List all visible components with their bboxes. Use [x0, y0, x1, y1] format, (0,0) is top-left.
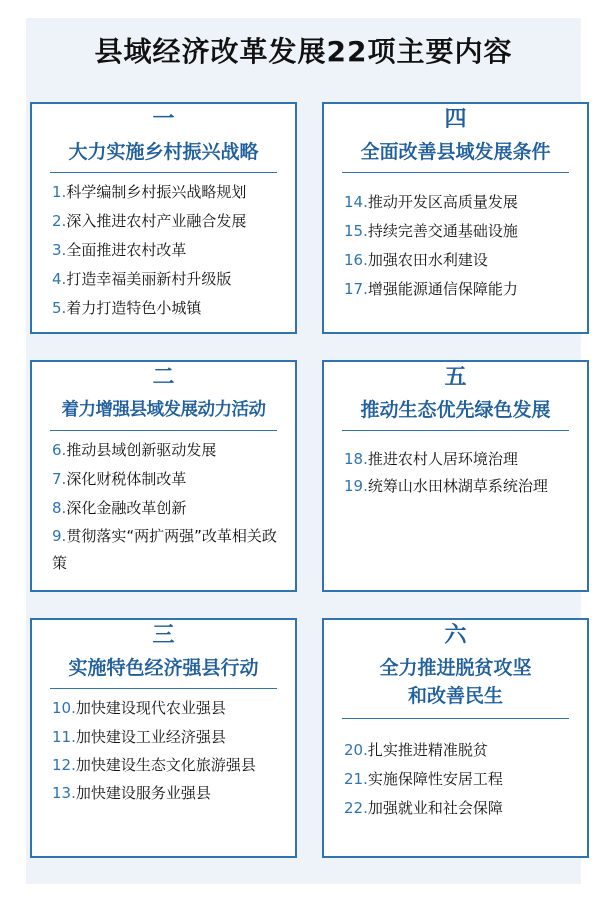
list-item: 20.扎实推进精准脱贫	[344, 741, 488, 759]
section-title-line-2: 和改善民生	[407, 685, 503, 707]
section-number: 四	[444, 107, 467, 132]
section-number: 五	[444, 365, 467, 390]
section-card-3	[30, 618, 297, 858]
section-divider	[50, 430, 277, 431]
item-list	[52, 178, 283, 323]
list-item: 2.深入推进农村产业融合发展	[52, 212, 247, 230]
section-title-line-1: 全力推进脱贫攻坚	[379, 657, 532, 679]
list-item: 21.实施保障性安居工程	[344, 770, 503, 788]
list-item: 14.推动开发区高质量发展	[344, 193, 518, 211]
section-title: 着力增强县域发展动力活动	[61, 400, 266, 420]
item-list	[344, 446, 575, 500]
section-number: 一	[152, 107, 175, 132]
section-title: 大力实施乡村振兴战略	[68, 141, 259, 163]
list-item: 5.着力打造特色小城镇	[52, 299, 202, 317]
list-item: 19.统筹山水田林湖草系统治理	[344, 477, 548, 495]
section-title: 全面改善县域发展条件	[360, 141, 551, 163]
section-card-6	[322, 618, 589, 858]
list-item: 15.持续完善交通基础设施	[344, 222, 518, 240]
section-card-2	[30, 360, 297, 592]
list-item: 18.推进农村人居环境治理	[344, 450, 518, 468]
list-item: 4.打造幸福美丽新村升级版	[52, 270, 232, 288]
section-divider	[50, 172, 277, 173]
list-item: 22.加强就业和社会保障	[344, 799, 503, 817]
section-divider	[342, 718, 569, 719]
section-number: 三	[152, 623, 175, 648]
section-divider	[342, 172, 569, 173]
item-list	[344, 736, 575, 823]
list-item: 17.增强能源通信保障能力	[344, 280, 518, 298]
section-divider	[342, 430, 569, 431]
item-list	[52, 436, 283, 577]
list-item: 16.加强农田水利建设	[344, 251, 488, 269]
list-item: 7.深化财税体制改革	[52, 470, 187, 488]
section-card-1	[30, 102, 297, 334]
list-item: 10.加快建设现代农业强县	[52, 699, 226, 717]
item-list	[52, 694, 283, 808]
section-number: 二	[152, 365, 175, 390]
section-title: 推动生态优先绿色发展	[360, 399, 551, 421]
section-title: 实施特色经济强县行动	[68, 657, 259, 679]
list-item: 3.全面推进农村改革	[52, 241, 187, 259]
list-item: 9.贯彻落实“两扩两强”改革相关政策	[52, 527, 277, 572]
section-card-5	[322, 360, 589, 592]
section-card-4	[322, 102, 589, 334]
list-item: 12.加快建设生态文化旅游强县	[52, 756, 256, 774]
page-title: 县域经济改革发展22项主要内容	[94, 35, 513, 68]
list-item: 11.加快建设工业经济强县	[52, 728, 226, 746]
section-divider	[50, 688, 277, 689]
list-item: 8.深化金融改革创新	[52, 499, 187, 517]
section-number: 六	[444, 623, 467, 648]
list-item: 13.加快建设服务业强县	[52, 784, 211, 802]
item-list	[344, 188, 575, 304]
list-item: 6.推动县域创新驱动发展	[52, 441, 217, 459]
list-item: 1.科学编制乡村振兴战略规划	[52, 183, 247, 201]
